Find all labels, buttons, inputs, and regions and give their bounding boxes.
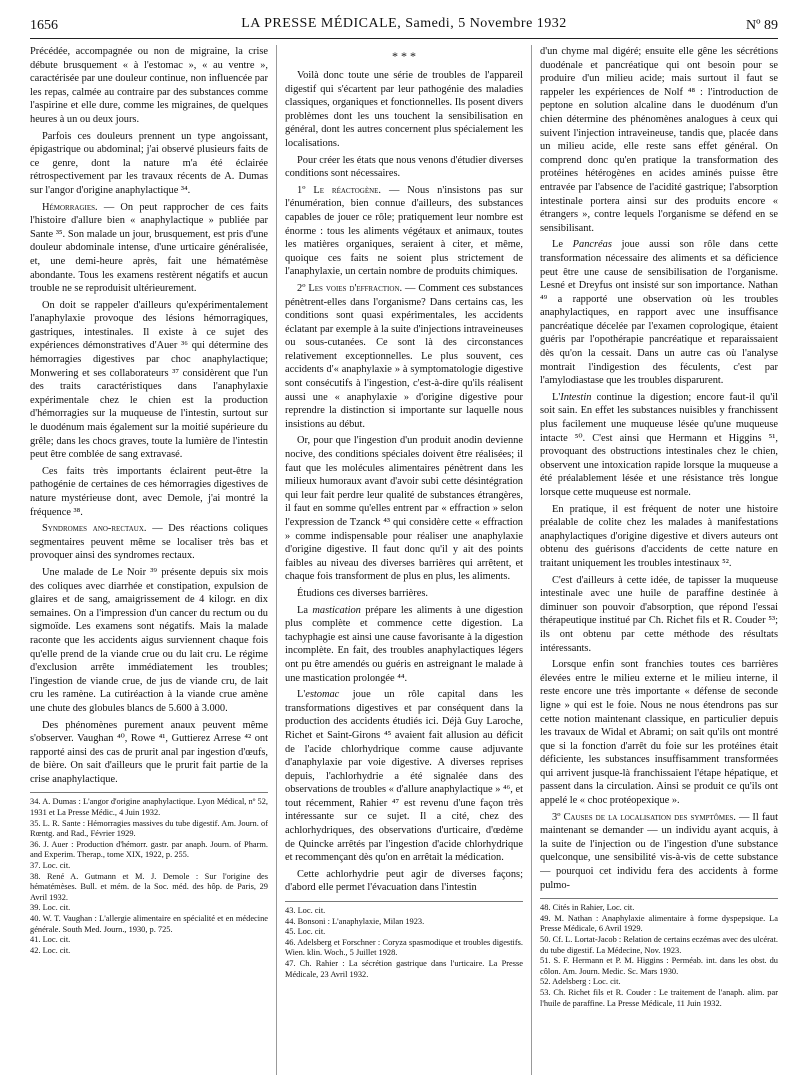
- footnote: 45. Loc. cit.: [285, 927, 326, 937]
- paragraph: Parfois ces douleurs prennent un type angoissant, épigastrique ou abdominal; j'ai observé plusieurs faits de ce genre, dont la nature m'a été éclairée rétrospectivement par les travaux récents de A. Dumas sur l'angor d'origine anaphylactique ³⁴.: [30, 130, 268, 196]
- footnote: 41. Loc. cit.: [30, 935, 71, 945]
- paragraph: Une malade de Le Noir ³⁹ présente depuis six mois des coliques avec diarrhée et constipation, expulsion de glaires et de sang, amaigrissement de 4 kilogr. en dix semaines. On a l'impression d'un cancer du rectum ou du sigmoïde. Les examens sont négatifs. Mais la malade raconte que les accidents aigus surviennent chaque fois qu'elle prend de la viande crue ou du lait cru. Le régime d'exclusion arrête immédiatement les troubles; l'ingestion de viande crue, de jus de viande cru, de lait cru les ramène. La cutiréaction à la viande crue amène une chute des globules blancs de 5.600 à 3.000.: [30, 566, 268, 714]
- footnotes: [30, 792, 268, 956]
- page-header: [30, 16, 778, 38]
- column-right: [540, 45, 778, 1075]
- journal-title: LA PRESSE MÉDICALE: [241, 16, 398, 31]
- footnote: 39. Loc. cit.: [30, 903, 71, 913]
- header-rule: [30, 38, 778, 39]
- footnote: 36. J. Auer : Production d'hémorr. gastr. par anaph. Journ. of Pharm. and Experim. Therap., tome XIX, 1922, p. 255.: [30, 839, 268, 860]
- footnote: 35. L. R. Sante : Hémorragies massives du tube digestif. Am. Journ. of Rœntg. and Rad., Février 1929.: [30, 818, 268, 839]
- paragraph: 1º Le réactogène. — Nous n'insistons pas sur l'énumération, bien connue d'ailleurs, des substances capables de jouer ce rôle; pratiquement leur nombre est énorme : tous les aliments végétaux et animaux, toutes les matières organiques, seraient à citer, et même, quoique ces faits ne soient plus strictement de l'anaphylaxie, un certain nombre de produits chimiques.: [285, 184, 523, 278]
- issue-date: Samedi, 5 Novembre 1932: [405, 16, 567, 31]
- paragraph: Le Pancréas joue aussi son rôle dans cette transformation nécessaire des aliments et sa déficience peut être une cause de sensibilisation de l'organisme. Lesné et Dreyfus ont insisté sur son importance. Nathan ⁴⁹ a rapporté une observation où les troubles anaphylactiques, en rapport avec une insuffisance pancréatique décelée par l'examen coprologique, étaient guéris par l'opothérapie pancréatique et reparaissaient dès qu'on la cessait. Dans un autre cas où l'analyse montrait l'indigestion des féculents, c'est par l'amylodiastase que les troubles disparurent.: [540, 239, 778, 387]
- footnote: 34. A. Dumas : L'angor d'origine anaphylactique. Lyon Médical, nº 52, 1931 et La Presse Médic., 4 Juin 1932.: [30, 797, 268, 818]
- paragraph: Or, pour que l'ingestion d'un produit anodin devienne nocive, des conditions spéciales doivent être réalisées; il faut que les molécules alimentaires pénètrent dans les milieux humoraux avant d'avoir subi cette désintégration qui leur fait perdre leur qualité de substances étrangères, il faut en somme qu'elles entrent par « effraction » selon l'expression de Tzanck ⁴³ qui considère cette « effraction » comme indispensable pour réaliser une anaphylaxie d'origine digestive. Il faut donc qu'il y ait des points faibles au niveau des diverses barrières qui arrêtent, et chaque fois transforment de plus en plus, les aliments.: [285, 435, 523, 583]
- paragraph: Des phénomènes purement anaux peuvent même s'observer. Vaughan ⁴⁰, Rowe ⁴¹, Guttierez Arrese ⁴² ont rapporté ainsi des cas de prurit anal par ingestion d'œufs, de bière. On sait d'ailleurs que le prurit fait partie de la crise anaphylactique.: [30, 719, 268, 785]
- emphasis: Intestin: [560, 391, 592, 403]
- footnote: 52. Adelsberg : Loc. cit.: [540, 977, 621, 987]
- column-middle: [285, 45, 523, 1075]
- footnotes: [540, 898, 778, 1009]
- journal-title-and-date: LA PRESSE MÉDICALE, Samedi, 5 Novembre 1932: [241, 16, 567, 31]
- footnote: 50. Cf. L. Lortat-Jacob : Relation de certains eczémas avec des ulcérat. du tube digestif. La Médecine, Nov. 1923.: [540, 935, 778, 955]
- paragraph: Lorsque enfin sont franchies toutes ces barrières élevées entre le milieu externe et le milieu interne, il reste encore une très importante « défense de seconde ligne » qui est le foie. Nous ne nous étendrons pas sur cette notion maintenant classique, en particulier depuis les travaux de Widal et Abrami; on sait qu'ils ont montré que si la fonction d'arrêt du foie sur les protéines était déficiente, les substances insuffisamment transformées qui arrivent jusque-là franchissaient l'étape hépatique, et passent dans la circulation. Ainsi se produit ce qu'ils ont appelé le « choc protéopexique ».: [540, 659, 778, 807]
- section-heading: Hémorragies.: [42, 201, 98, 213]
- emphasis: mastication: [312, 604, 361, 616]
- paragraph: Voilà donc toute une série de troubles de l'appareil digestif qui s'écartent par leur pathogénie des maladies classiques, organiques et fonctionnelles. Ils posent divers problèmes dont les uns touchent la sensibilisation en général, dont les autres concernent plus spécialement les localisations.: [285, 70, 523, 149]
- paragraph: La mastication prépare les aliments à une digestion plus complète et commence cette digestion. La tachyphagie est ainsi une cause favorisante à la digestion incomplète. En fait, des troubles anaphylactiques légers ont pu être amendés ou guéris en astreignant le malade à une mastication prolongée ⁴⁴.: [285, 604, 523, 684]
- paragraph: En pratique, il est fréquent de noter une histoire préalable de colite chez les malades à manifestations anaphylactiques d'origine digestive et divers auteurs ont obtenu des guérisons d'accidents de cette nature en traitant uniquement les troubles intestinaux ⁵².: [540, 503, 778, 569]
- section-heading: 2º Les voies d'effraction.: [297, 282, 403, 294]
- column-divider: [276, 45, 277, 1075]
- footnote: 43. Loc. cit.: [285, 906, 326, 916]
- paragraph: Pour créer les états que nous venons d'étudier diverses conditions sont nécessaires.: [285, 154, 523, 180]
- emphasis: Pancréas: [572, 239, 612, 251]
- issue-number: Nº 89: [746, 18, 778, 33]
- paragraph: Cette achlorhydrie peut agir de diverses façons; d'abord elle permet l'évacuation dans l'intestin: [285, 868, 523, 894]
- paragraph: L'estomac joue un rôle capital dans les transformations digestives et par conséquent dans la production des accidents étudiés ici. Déjà Guy Laroche, Richet et Saint-Girons ⁴⁵ avaient fait allusion au déficit de l'acide chlorhydrique comme cause adjuvante d'anaphylaxie par voie digestive. A diverses reprises depuis, l'achlorhydrie a été signalée dans des observations de troubles « d'allure anaphylactique » ⁴⁶, et tout récemment, Rahier ⁴⁷ est revenu d'une façon très intéressante sur ce sujet. Il a cité, chez des achlorhydriques, des observations d'urticaire, d'œdème de Quincke arrêtés par l'ingestion d'acide chlorhydrique et recommençant dès qu'on en arrêtait la médication.: [285, 689, 523, 864]
- column-left: [30, 45, 268, 1075]
- footnote: 44. Bonsoni : L'anaphylaxie, Milan 1923.: [285, 916, 425, 926]
- paragraph: Syndromes ano-rectaux. — Des réactions coliques segmentaires peuvent même se localiser très bas et provoquer ainsi des syndromes rectaux.: [30, 523, 268, 562]
- paragraph: 2º Les voies d'effraction. — Comment ces substances pénètrent-elles dans l'organisme? Dans certains cas, les conditions sont quasi expérimentales, les accidents éclatant par exemple à la suite d'injections intraveineuses ou sous-cutanées. Ce sont là des circonstances relativement exceptionnelles. Le plus souvent, ces accidents d'« anaphylaxie » à symptomatologie digestive sont consécutifs à l'ingestion, c'est-à-dire qu'ils réalisent aussi une « anaphylaxie » d'origine digestive pour reprendre la distinction si importante sur laquelle nous insistions au début.: [285, 282, 523, 430]
- paragraph: d'un chyme mal digéré; ensuite elle gêne les sécrétions duodénale et pancréatique qui ont besoin pour se produire d'un milieu acide; mais surtout il faut se rappeler les expériences de Nolf ⁴⁸ : l'introduction de peptone en solution alcaline dans le duodénum d'un chien détermine des phénomènes analogues à ceux qui suivent l'injection intraveineuse, tandis que, placée dans un milieu acide, elle reste sans effet général. On comprend donc qu'en pratique la transformation des protéines hétérogènes en acides aminés puisse être entravée par l'absence de l'acidité gastrique; l'absorption intestinale portera ainsi sur des produits encore « étrangers », contre lequels l'organisme se défend en se sensibilisant.: [540, 46, 778, 234]
- paragraph: Ces faits très importants éclairent peut-être la pathogénie de certaines de ces hémorragies digestives de nature mystérieuse dont, avec Demole, j'ai montré la fréquence ³⁸.: [30, 465, 268, 518]
- footnotes: [285, 901, 523, 980]
- footnote: 53. Ch. Richet fils et R. Couder : Le traitement de l'anaph. alim. par l'huile de paraffine. La Presse Médicale, 11 Juin 1932.: [540, 987, 778, 1008]
- paragraph: L'Intestin continue la digestion; encore faut-il qu'il soit sain. En effet les substances nuisibles y franchissent plus facilement une muqueuse lésée qu'une muqueuse intacte ⁵⁰. C'est ainsi que Hermann et Higgins ⁵¹, provoquant des obstructions intestinales chez le chien, observent une intoxication rapide lorsque la muqueuse a été préalablement lésée et une résistance très longue lorsque cette muqueuse est normale.: [540, 391, 778, 498]
- paragraph: Hémorragies. — On peut rapprocher de ces faits l'histoire d'allure bien « anaphylactique » publiée par Sante ³⁵. Son malade un jour, brusquement, est pris d'une douleur abdominale intense, d'une urticaire généralisée, et, une demi-heure après, fait une hématémèse abondante. Tous les examens restèrent négatifs et aucun trouble ne se reproduisit ultérieurement.: [30, 201, 268, 295]
- section-heading: 1º Le réactogène.: [297, 184, 382, 196]
- footnote: 48. Cités in Rahier, Loc. cit.: [540, 903, 635, 913]
- footnote: 49. M. Nathan : Anaphylaxie alimentaire à forme dyspepsique. La Presse Médicale, 6 Avril 1929.: [540, 913, 778, 934]
- column-divider: [531, 45, 532, 1075]
- footnote: 51. S. F. Hermann et P. M. Higgins : Perméab. int. dans les obst. du côlon. Am. Journ. Medic. Sc. Mars 1930.: [540, 956, 778, 976]
- footnote: 47. Ch. Rahier : La sécrétion gastrique dans l'urticaire. La Presse Médicale, 23 Avril 1932.: [285, 959, 523, 979]
- paragraph: On doit se rappeler d'ailleurs qu'expérimentalement l'anaphylaxie provoque des lésions hémorragiques, gastriques, intestinales. Il existe à ce sujet des expériences démonstratives d'Auer ³⁶ qui détermine des hémorragies digestives par choc anaphylactique; Monwering et ses collaborateurs ³⁷ considèrent que l'un des traits caractéristiques dans l'anaphylaxie expérimentale chez le chien est la production d'hémorragies sur la muqueuse de l'intestin, surtout sur le duodénum mais également sur la moitié supérieure du grêle; dans les chocs graves, toute la lumière de l'intestin peut être comblée de sang extravasé.: [30, 299, 268, 461]
- section-heading: 3º Causes de la localisation des symptômes.: [552, 811, 736, 823]
- section-break-asterisks: * * *: [392, 49, 416, 63]
- footnote: 38. René A. Gutmann et M. J. Demole : Sur l'origine des hématémèses. Bull. et mém. de la Soc. méd. des hôp. de Paris, 29 Avril 1932.: [30, 871, 268, 902]
- page-number: 1656: [30, 18, 58, 33]
- footnote: 40. W. T. Vaughan : L'allergie alimentaire en spécialité et en médecine générale. South Med. Journ., 1930, p. 725.: [30, 914, 268, 934]
- paragraph: C'est d'ailleurs à cette idée, de tapisser la muqueuse intestinale avec une huile de paraffine destinée à diminuer son pouvoir d'absorption, que répond l'essai thérapeutique institué par Ch. Richet fils et R. Couder ⁵³; ils ont obtenu par cette méthode des résultats intéressants.: [540, 574, 778, 654]
- section-heading: Syndromes ano-rectaux.: [42, 523, 147, 535]
- footnote: 37. Loc. cit.: [30, 861, 71, 871]
- footnote: 42. Loc. cit.: [30, 945, 71, 955]
- paragraph: 3º Causes de la localisation des symptômes. — Il faut maintenant se demander — un individu ayant acquis, à la suite de l'injection ou de l'ingestion d'une substance quelconque, une sensibilité vis-à-vis de cette substance — pourquoi cet individu fera des accidents à forme pulmo-: [540, 811, 778, 891]
- emphasis: estomac: [305, 689, 340, 701]
- paragraph: Étudions ces diverses barrières.: [297, 587, 428, 599]
- footnote: 46. Adelsberg et Forschner : Coryza spasmodique et troubles digestifs. Wien. klin. Woch., 5 Juillet 1928.: [285, 937, 523, 958]
- paragraph: Précédée, accompagnée ou non de migraine, la crise débute brusquement « à l'estomac », « au ventre », caractérisée par une douleur continue, non influencée par les repas, calmée au contraire par des substances comme l'aspirine et elle dure, comme les migraines, de quelques heures à un ou deux jours.: [30, 46, 268, 125]
